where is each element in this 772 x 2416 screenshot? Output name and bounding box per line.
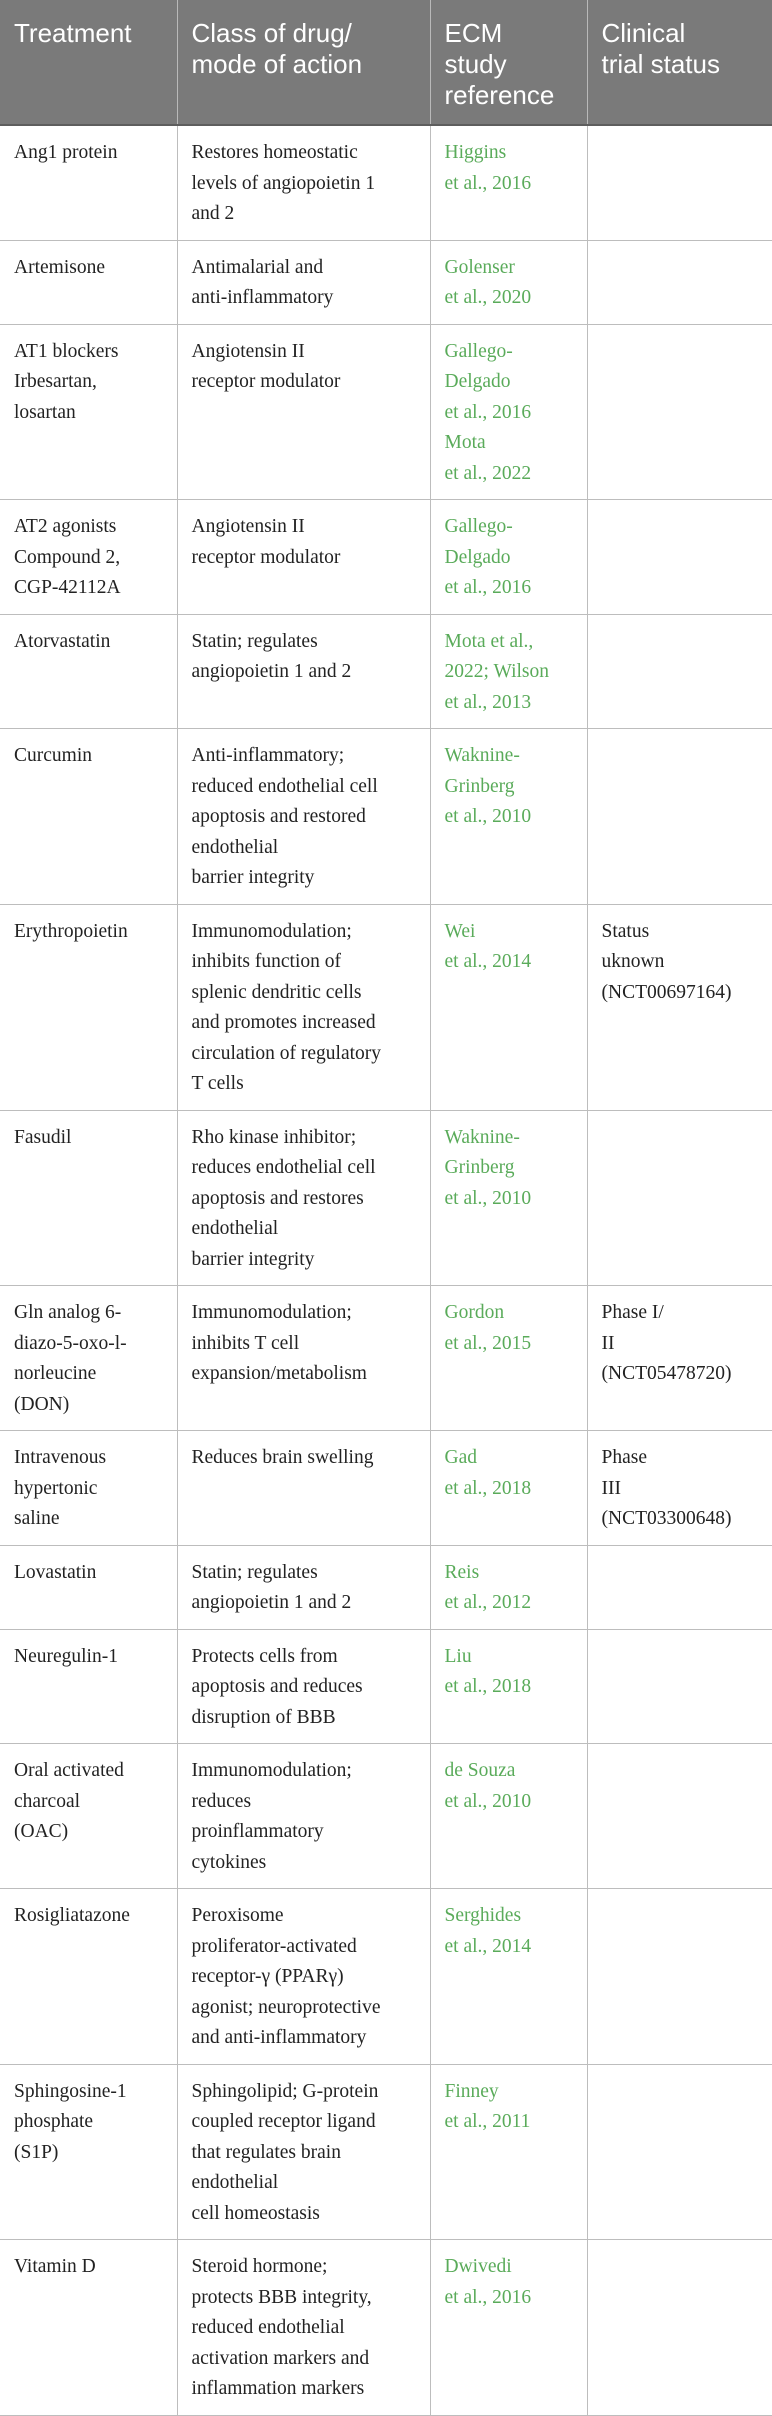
study-reference-link[interactable] [430, 614, 587, 729]
table-row [0, 729, 772, 905]
treatment-cell [0, 125, 177, 240]
cell-text-line: Oral activated [14, 1760, 124, 1781]
treatment-cell [0, 2240, 177, 2416]
trial-status-cell [587, 1110, 772, 1286]
cell-text-line: Sphingosine-1 [14, 2080, 127, 2102]
mode-of-action-cell [177, 125, 430, 240]
study-reference-link[interactable] [430, 324, 587, 500]
table-row [0, 1286, 772, 1431]
cell-text-line: (NCT05478720) [601, 1363, 732, 1384]
cell-text-line: reduces [191, 1790, 252, 1812]
cell-text-line: Immunomodulation; [191, 1760, 352, 1781]
cell-text-line: Reis [444, 1561, 480, 1583]
study-reference-link[interactable] [430, 240, 587, 324]
table-row [0, 1744, 772, 1889]
cell-text-line: Statin; regulates [191, 630, 318, 652]
trial-status-cell [587, 500, 772, 615]
study-reference-link[interactable] [430, 1545, 587, 1629]
cell-text-line: Rho kinase inhibitor; [191, 1126, 357, 1148]
cell-text-line: angiopoietin 1 and 2 [191, 661, 352, 682]
treatment-cell [0, 500, 177, 615]
trial-status-cell [587, 1286, 772, 1431]
cell-text-line: Delgado [444, 371, 511, 392]
mode-of-action-cell [177, 1286, 430, 1431]
cell-text-line: Neuregulin-1 [14, 1645, 118, 1667]
cell-text-line: endothelial [191, 2172, 279, 2193]
cell-text-line: Clinical [601, 18, 686, 48]
cell-text-line: apoptosis and restored [191, 806, 366, 827]
cell-text-line: et al., 2020 [444, 287, 532, 308]
cell-text-line: Higgins [444, 142, 507, 163]
table-row [0, 2064, 772, 2240]
cell-text-line: Gordon [444, 1302, 505, 1323]
cell-text-line: Sphingolipid; G-protein [191, 2080, 379, 2102]
study-reference-link[interactable] [430, 2240, 587, 2416]
mode-of-action-cell [177, 500, 430, 615]
cell-text-line: Atorvastatin [14, 630, 111, 652]
study-reference-link[interactable] [430, 1629, 587, 1744]
table-row [0, 2240, 772, 2416]
cell-text-line: expansion/metabolism [191, 1363, 367, 1384]
treatment-cell [0, 1545, 177, 1629]
treatment-cell [0, 324, 177, 500]
cell-text-line: apoptosis and restores [191, 1187, 364, 1209]
cell-text-line: AT2 agonists [14, 516, 117, 537]
mode-of-action-cell [177, 1744, 430, 1889]
study-reference-link[interactable] [430, 2064, 587, 2240]
treatment-cell [0, 614, 177, 729]
trial-status-cell [587, 1889, 772, 2065]
cell-text-line: (DON) [14, 1393, 70, 1415]
table-row [0, 125, 772, 240]
table-row [0, 324, 772, 500]
treatment-cell [0, 904, 177, 1110]
table-row [0, 1629, 772, 1744]
mode-of-action-cell [177, 240, 430, 324]
mode-of-action-cell [177, 904, 430, 1110]
cell-text-line: cytokines [191, 1851, 267, 1873]
cell-text-line: activation markers and [191, 2347, 370, 2369]
cell-text-line: inhibits T cell [191, 1332, 300, 1354]
cell-text-line: et al., 2018 [444, 1477, 532, 1499]
treatment-cell [0, 729, 177, 905]
cell-text-line: Golenser [444, 256, 515, 278]
study-reference-link[interactable] [430, 125, 587, 240]
study-reference-link[interactable] [430, 904, 587, 1110]
cell-text-line: reference [444, 80, 555, 110]
mode-of-action-cell [177, 2240, 430, 2416]
cell-text-line: splenic dendritic cells [191, 981, 362, 1003]
trial-status-cell [587, 1545, 772, 1629]
study-reference-link[interactable] [430, 1889, 587, 2065]
cell-text-line: Delgado [444, 546, 511, 568]
cell-text-line: Protects cells from [191, 1645, 338, 1667]
cell-text-line: and 2 [191, 203, 235, 224]
mode-of-action-cell [177, 324, 430, 500]
cell-text-line: losartan [14, 401, 76, 423]
cell-text-line: that regulates brain [191, 2141, 341, 2163]
cell-text-line: Class of drug/ [191, 18, 352, 48]
cell-text-line: et al., 2013 [444, 691, 532, 713]
cell-text-line: Peroxisome [191, 1905, 284, 1926]
cell-text-line: circulation of regulatory [191, 1042, 382, 1064]
cell-text-line: apoptosis and reduces [191, 1676, 363, 1697]
cell-text-line: receptor-γ (PPARγ) [191, 1966, 344, 1987]
cell-text-line: Serghides [444, 1905, 522, 1926]
cell-text-line: Statin; regulates [191, 1561, 318, 1583]
cell-text-line: proinflammatory [191, 1821, 324, 1842]
mode-of-action-cell [177, 1889, 430, 2065]
cell-text-line: barrier integrity [191, 867, 315, 888]
cell-text-line: Reduces brain swelling [191, 1447, 374, 1468]
cell-text-line: et al., 2010 [444, 1790, 532, 1812]
cell-text-line: Finney [444, 2080, 499, 2102]
treatment-cell [0, 1431, 177, 1546]
cell-text-line: uknown [601, 951, 665, 972]
cell-text-line: anti-inflammatory [191, 287, 334, 308]
cell-text-line: et al., 2011 [444, 2111, 531, 2132]
cell-text-line: proliferator-activated [191, 1935, 357, 1957]
treatment-cell [0, 240, 177, 324]
cell-text-line: coupled receptor ligand [191, 2111, 376, 2132]
cell-text-line: et al., 2016 [444, 401, 532, 423]
mode-of-action-cell [177, 2064, 430, 2240]
cell-text-line: saline [14, 1508, 60, 1529]
treatment-cell [0, 1286, 177, 1431]
mode-of-action-cell [177, 1431, 430, 1546]
cell-text-line: cell homeostasis [191, 2202, 320, 2224]
cell-text-line: (NCT03300648) [601, 1508, 732, 1529]
trial-status-cell [587, 1629, 772, 1744]
cell-text-line: Angiotensin II [191, 516, 305, 537]
cell-text-line: Antimalarial and [191, 256, 324, 278]
cell-text-line: (S1P) [14, 2141, 59, 2163]
cell-text-line: de Souza [444, 1760, 516, 1781]
cell-text-line: III [601, 1477, 621, 1499]
cell-text-line: Grinberg [444, 775, 515, 797]
trial-status-cell [587, 2064, 772, 2240]
header-study-reference [430, 0, 587, 125]
cell-text-line: Gad [444, 1447, 477, 1468]
study-reference-link[interactable] [430, 1110, 587, 1286]
cell-text-line: Artemisone [14, 256, 105, 278]
cell-text-line: CGP-42112A [14, 577, 121, 598]
table-row [0, 500, 772, 615]
cell-text-line: barrier integrity [191, 1248, 315, 1270]
cell-text-line: Intravenous [14, 1447, 107, 1468]
treatment-cell [0, 2064, 177, 2240]
cell-text-line: reduces endothelial cell [191, 1157, 376, 1178]
cell-text-line: receptor modulator [191, 546, 341, 568]
header-clinical-trial-status [587, 0, 772, 125]
cell-text-line: Liu [444, 1645, 472, 1667]
header-treatment [0, 0, 177, 125]
cell-text-line: et al., 2018 [444, 1676, 532, 1697]
cell-text-line: endothelial [191, 1218, 279, 1239]
cell-text-line: Phase I/ [601, 1302, 664, 1323]
cell-text-line: Gallego- [444, 340, 513, 362]
study-reference-link[interactable] [430, 729, 587, 905]
cell-text-line: endothelial [191, 836, 279, 858]
table-row [0, 240, 772, 324]
cell-text-line: Immunomodulation; [191, 920, 352, 942]
cell-text-line: Anti-inflammatory; [191, 745, 345, 766]
cell-text-line: Rosigliatazone [14, 1905, 130, 1926]
cell-text-line: Wei [444, 920, 476, 942]
cell-text-line: charcoal [14, 1790, 81, 1812]
cell-text-line: Steroid hormone; [191, 2256, 328, 2277]
cell-text-line: (OAC) [14, 1821, 69, 1842]
study-reference-link[interactable] [430, 500, 587, 615]
cell-text-line: norleucine [14, 1363, 97, 1384]
cell-text-line: Gln analog 6- [14, 1302, 122, 1323]
table-row [0, 1889, 772, 2065]
cell-text-line: reduced endothelial [191, 2317, 345, 2338]
cell-text-line: diazo-5-oxo-l- [14, 1332, 127, 1354]
cell-text-line: (NCT00697164) [601, 981, 732, 1003]
trial-status-cell [587, 904, 772, 1110]
cell-text-line: reduced endothelial cell [191, 775, 378, 797]
cell-text-line: Angiotensin II [191, 340, 305, 362]
cell-text-line: et al., 2010 [444, 806, 532, 827]
cell-text-line: Erythropoietin [14, 920, 128, 942]
cell-text-line: et al., 2016 [444, 577, 532, 598]
cell-text-line: et al., 2014 [444, 951, 532, 972]
cell-text-line: Grinberg [444, 1157, 515, 1178]
cell-text-line: Treatment [14, 18, 132, 48]
cell-text-line: inhibits function of [191, 951, 341, 972]
treatment-cell [0, 1889, 177, 2065]
cell-text-line: and promotes increased [191, 1012, 376, 1033]
cell-text-line: Status [601, 920, 650, 942]
cell-text-line: hypertonic [14, 1477, 98, 1499]
mode-of-action-cell [177, 614, 430, 729]
cell-text-line: agonist; neuroprotective [191, 1996, 381, 2018]
cell-text-line: Gallego- [444, 516, 513, 537]
trial-status-cell [587, 2240, 772, 2416]
trial-status-cell [587, 125, 772, 240]
treatment-cell [0, 1744, 177, 1889]
header-mode-of-action [177, 0, 430, 125]
cell-text-line: trial status [601, 49, 720, 79]
study-reference-link[interactable] [430, 1431, 587, 1546]
table-row [0, 1431, 772, 1546]
cell-text-line: et al., 2014 [444, 1935, 532, 1957]
table-body [0, 125, 772, 2415]
mode-of-action-cell [177, 1629, 430, 1744]
study-reference-link[interactable] [430, 1286, 587, 1431]
mode-of-action-cell [177, 729, 430, 905]
cell-text-line: Ang1 protein [14, 142, 118, 163]
cell-text-line: T cells [191, 1073, 244, 1094]
treatment-cell [0, 1110, 177, 1286]
table-row [0, 1545, 772, 1629]
cell-text-line: Waknine- [444, 745, 520, 766]
cell-text-line: AT1 blockers [14, 340, 119, 362]
trial-status-cell [587, 324, 772, 500]
cell-text-line: ECM [444, 18, 503, 48]
cell-text-line: Mota et al., [444, 630, 534, 652]
cell-text-line: Restores homeostatic [191, 142, 358, 163]
cell-text-line: protects BBB integrity, [191, 2286, 372, 2308]
cell-text-line: Phase [601, 1447, 647, 1468]
cell-text-line: et al., 2015 [444, 1332, 532, 1354]
cell-text-line: et al., 2016 [444, 2286, 532, 2308]
trial-status-cell [587, 1744, 772, 1889]
trial-status-cell [587, 1431, 772, 1546]
mode-of-action-cell [177, 1545, 430, 1629]
cell-text-line: et al., 2012 [444, 1592, 532, 1613]
header-row [0, 0, 772, 125]
cell-text-line: mode of action [191, 49, 363, 79]
cell-text-line: phosphate [14, 2111, 94, 2132]
trial-status-cell [587, 240, 772, 324]
cell-text-line: and anti-inflammatory [191, 2027, 367, 2048]
cell-text-line: Irbesartan, [14, 371, 97, 392]
cell-text-line: disruption of BBB [191, 1706, 336, 1728]
cell-text-line: inflammation markers [191, 2378, 365, 2399]
table-row [0, 904, 772, 1110]
table-row [0, 614, 772, 729]
cell-text-line: et al., 2022 [444, 462, 532, 484]
cell-text-line: Waknine- [444, 1126, 520, 1148]
cell-text-line: II [601, 1332, 615, 1354]
table-header [0, 0, 772, 125]
cell-text-line: Vitamin D [14, 2256, 96, 2277]
trial-status-cell [587, 729, 772, 905]
mode-of-action-cell [177, 1110, 430, 1286]
study-reference-link[interactable] [430, 1744, 587, 1889]
cell-text-line: 2022; Wilson [444, 661, 549, 682]
cell-text-line: Mota [444, 432, 486, 453]
cell-text-line: Curcumin [14, 745, 92, 766]
trial-status-cell [587, 614, 772, 729]
cell-text-line: Dwivedi [444, 2256, 512, 2277]
cell-text-line: et al., 2016 [444, 172, 532, 194]
cell-text-line: study [444, 49, 507, 79]
cell-text-line: Fasudil [14, 1126, 72, 1148]
cell-text-line: receptor modulator [191, 371, 341, 392]
cell-text-line: Compound 2, [14, 546, 121, 568]
cell-text-line: et al., 2010 [444, 1187, 532, 1209]
table-row [0, 1110, 772, 1286]
cell-text-line: Immunomodulation; [191, 1302, 352, 1323]
cell-text-line: levels of angiopoietin 1 [191, 172, 376, 194]
cell-text-line: angiopoietin 1 and 2 [191, 1592, 352, 1613]
treatment-cell [0, 1629, 177, 1744]
cell-text-line: Lovastatin [14, 1561, 97, 1583]
